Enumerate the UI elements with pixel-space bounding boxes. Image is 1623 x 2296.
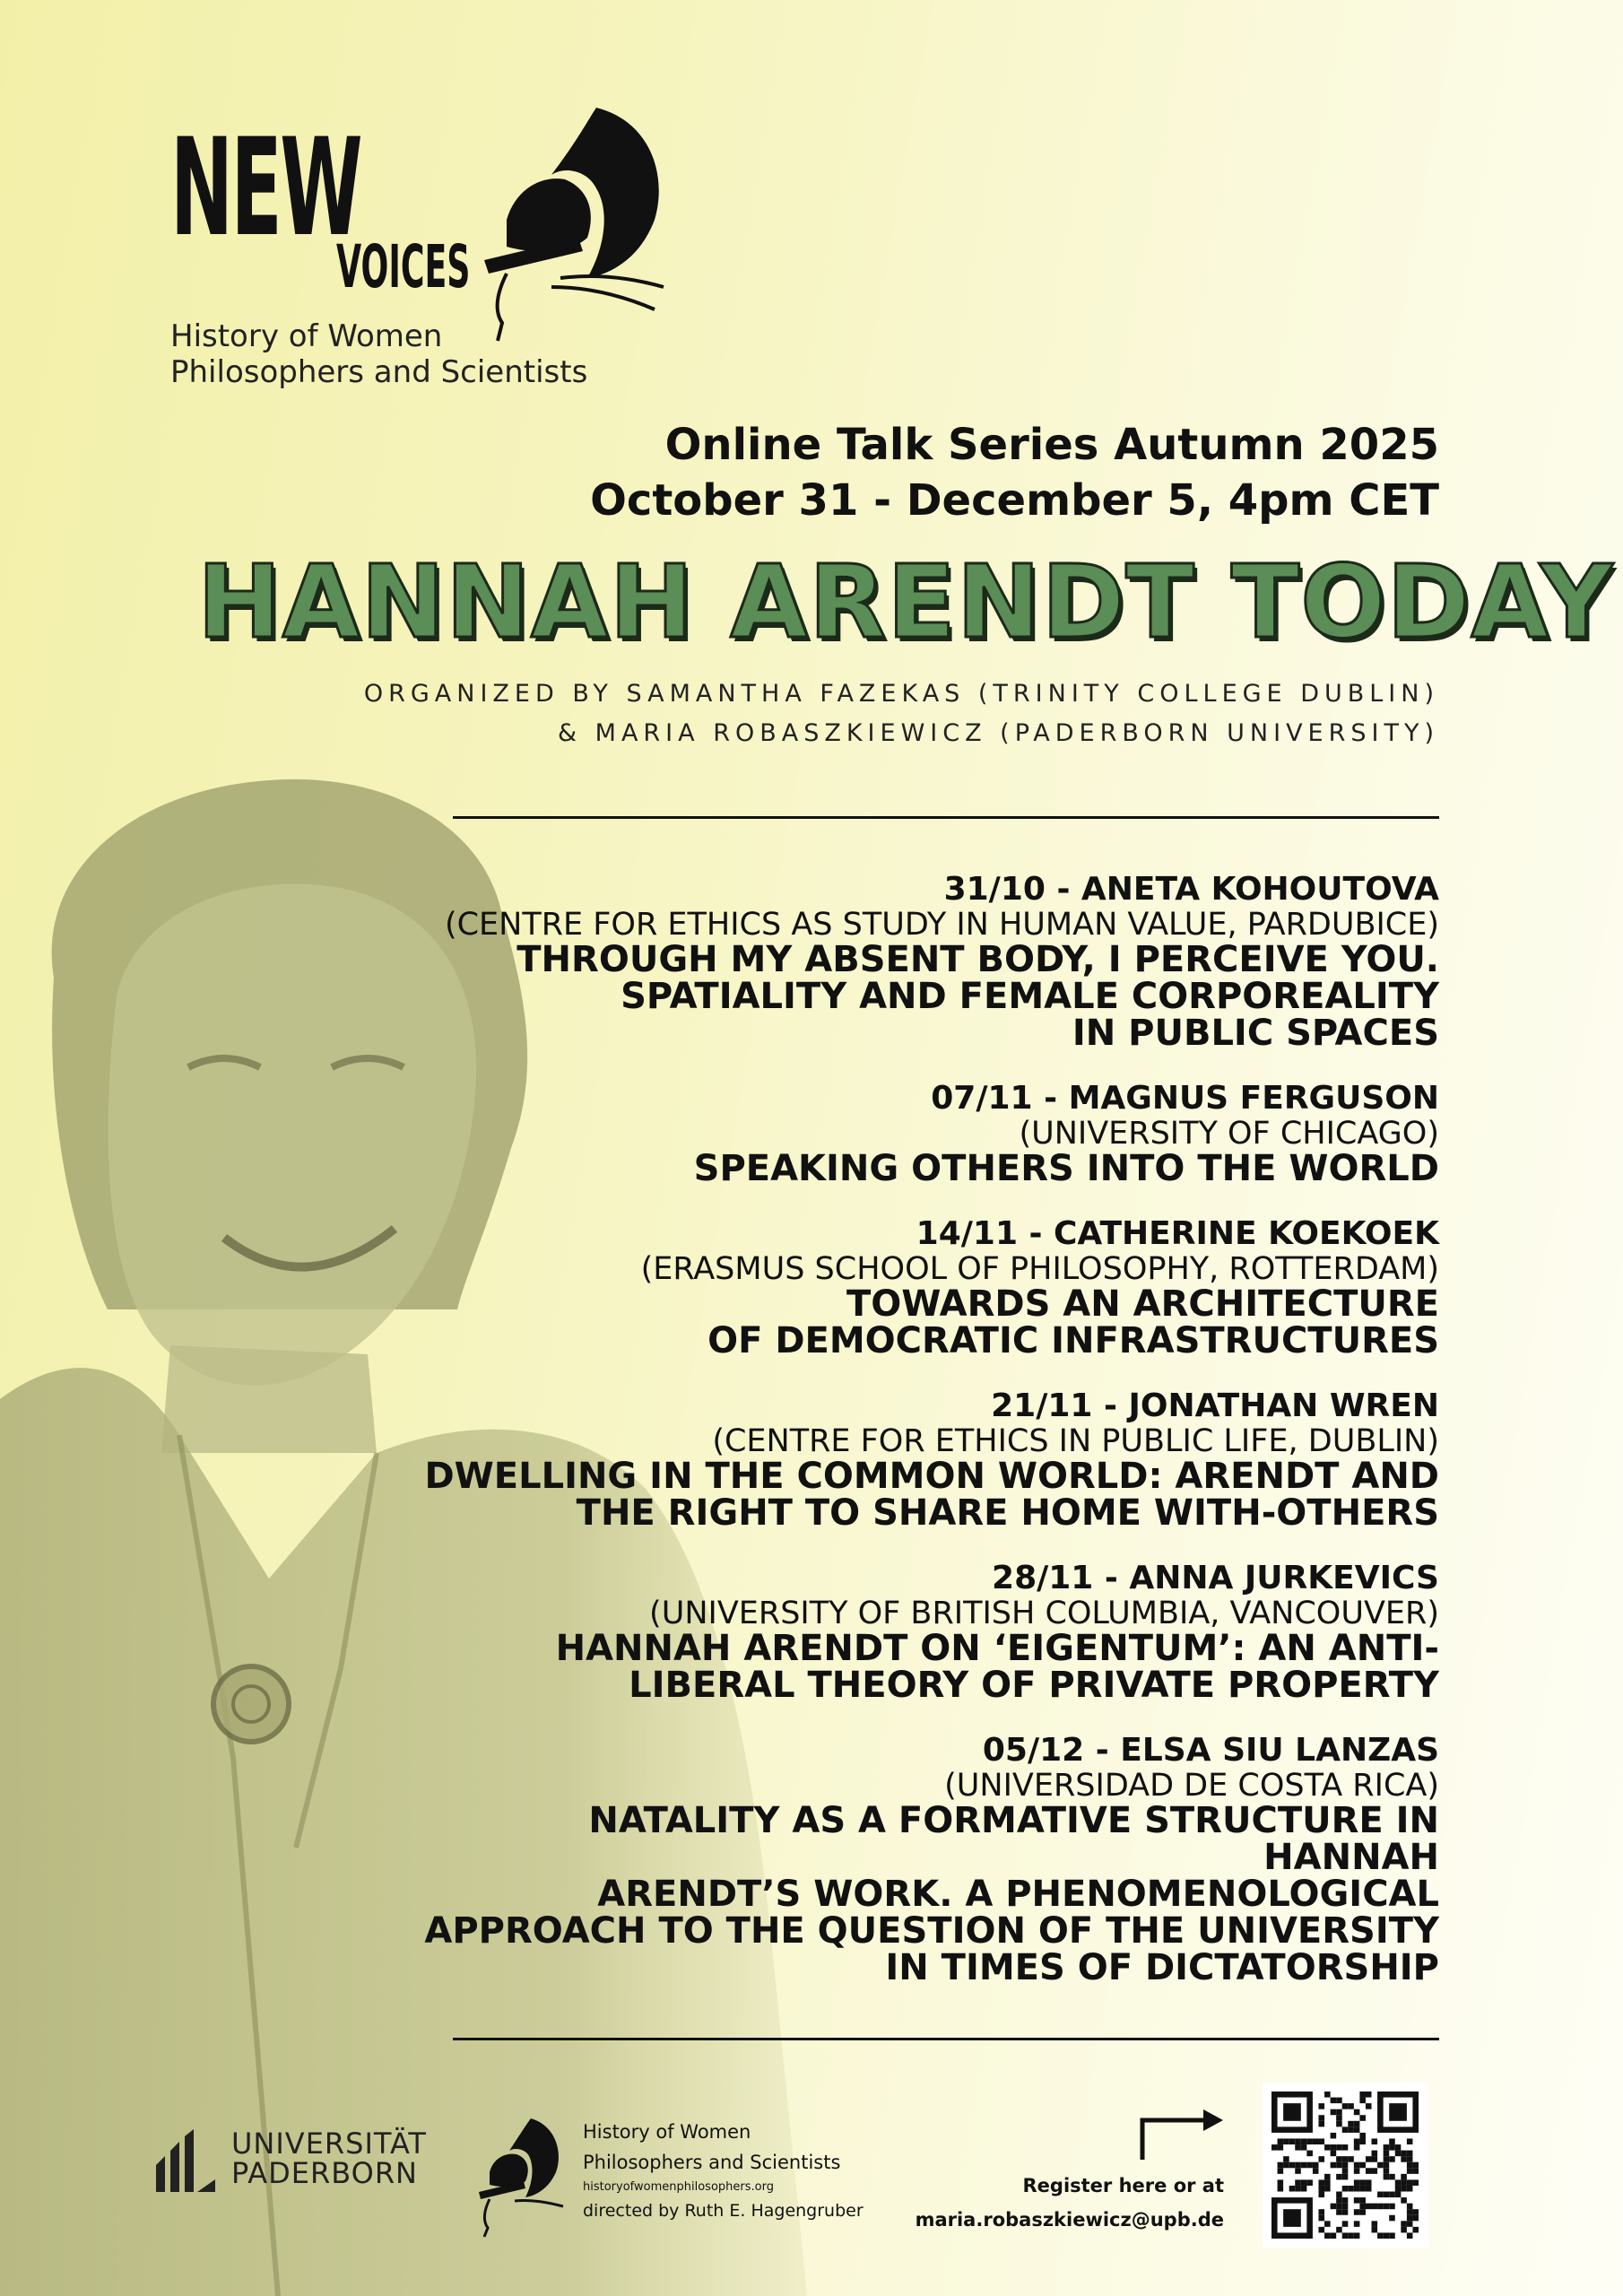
register-email[interactable]: maria.robaszkiewicz@upb.de	[915, 2209, 1224, 2231]
talk-title	[408, 1800, 1439, 1988]
talk-affiliation: (CENTRE FOR ETHICS IN PUBLIC LIFE, DUBLIN)	[712, 1423, 1439, 1459]
helmet-head-icon	[453, 103, 668, 345]
logo-subtitle-line1: History of Women	[170, 318, 443, 354]
talk-title-line: NATALITY AS A FORMATIVE STRUCTURE IN HANNAH	[588, 1800, 1439, 1878]
logo-subtitle-line2: Philosophers and Scientists	[170, 354, 588, 390]
history-of-women-text	[583, 2117, 864, 2224]
series-line1: Online Talk Series Autumn 2025	[664, 420, 1439, 470]
new-voices-logo	[170, 103, 673, 399]
hw-line2: Philosophers and Scientists	[583, 2152, 841, 2173]
talk-affiliation: (UNIVERSITY OF CHICAGO)	[1019, 1116, 1439, 1152]
hw-director: directed by Ruth E. Hagengruber	[583, 2201, 864, 2221]
talk-speaker: 05/12 - ELSA SIU LANZAS	[982, 1732, 1439, 1769]
series-line2: October 31 - December 5, 4pm CET	[590, 475, 1439, 526]
talk-title	[408, 1628, 1439, 1706]
main-title: HANNAH ARENDT TODAY	[197, 544, 1614, 661]
paderborn-mark-icon	[152, 2129, 219, 2194]
talk-title	[408, 939, 1439, 1054]
logo-voices-text: VOICES	[336, 232, 471, 301]
talk-title-line: SPATIALITY AND FEMALE CORPOREALITY	[621, 976, 1439, 1017]
talk-item	[408, 1081, 1439, 1187]
talk-item	[408, 1216, 1439, 1360]
turn-right-arrow-icon	[1137, 2108, 1227, 2161]
register-info	[916, 2169, 1224, 2237]
helmet-head-small-icon	[466, 2117, 565, 2238]
talk-title-line: OF DEMOCRATIC INFRASTRUCTURES	[707, 1320, 1439, 1361]
talk-affiliation: (UNIVERSITY OF BRITISH COLUMBIA, VANCOUVER)	[649, 1596, 1439, 1631]
register-label: Register here or at	[1022, 2175, 1224, 2196]
hw-url[interactable]: historyofwomenphilosophers.org	[583, 2180, 774, 2194]
talk-title	[408, 1283, 1439, 1361]
logo-new-text: NEW	[170, 110, 361, 266]
qr-code-icon	[1271, 2092, 1419, 2239]
organizers	[364, 674, 1439, 753]
talk-title	[408, 1458, 1439, 1532]
talk-speaker: 14/11 - CATHERINE KOEKOEK	[916, 1215, 1439, 1252]
talk-title-line: THE RIGHT TO SHARE HOME WITH-OTHERS	[576, 1492, 1439, 1534]
talk-speaker: 07/11 - MAGNUS FERGUSON	[931, 1080, 1439, 1117]
talk-title	[408, 1148, 1439, 1189]
talk-speaker: 28/11 - ANNA JURKEVICS	[992, 1560, 1439, 1596]
talk-list	[408, 872, 1439, 2015]
talk-title-line: IN PUBLIC SPACES	[1072, 1013, 1439, 1054]
talk-item	[408, 1388, 1439, 1532]
talk-title-line: HANNAH ARENDT ON ‘EIGENTUM’: AN ANTI-	[555, 1628, 1439, 1669]
talk-title-line: SPEAKING OTHERS INTO THE WORLD	[693, 1148, 1439, 1189]
series-heading	[590, 417, 1439, 528]
talk-item	[408, 872, 1439, 1052]
bottom-divider	[453, 2038, 1439, 2040]
talk-speaker: 21/11 - JONATHAN WREN	[991, 1387, 1439, 1424]
talk-title-line: DWELLING IN THE COMMON WORLD: ARENDT AND	[424, 1456, 1439, 1497]
organizers-line1: ORGANIZED BY SAMANTHA FAZEKAS (TRINITY COLLEGE DUBLIN)	[363, 680, 1439, 708]
paderborn-text	[231, 2126, 427, 2190]
talk-item	[408, 1733, 1439, 1987]
talk-title-line: IN TIMES OF DICTATORSHIP	[885, 1947, 1439, 1988]
talk-affiliation: (ERASMUS SCHOOL OF PHILOSOPHY, ROTTERDAM)	[640, 1251, 1439, 1287]
talk-title-line: THROUGH MY ABSENT BODY, I PERCEIVE YOU.	[516, 939, 1439, 980]
paderborn-line2: PADERBORN	[231, 2156, 418, 2190]
logo-subtitle	[170, 318, 587, 390]
hw-line1: History of Women	[583, 2121, 751, 2143]
qr-code[interactable]	[1263, 2083, 1428, 2248]
talk-speaker: 31/10 - ANETA KOHOUTOVA	[943, 871, 1439, 908]
talk-title-line: TOWARDS AN ARCHITECTURE	[846, 1283, 1439, 1325]
paderborn-line1: UNIVERSITÄT	[231, 2126, 427, 2161]
organizers-line2: & MARIA ROBASZKIEWICZ (PADERBORN UNIVERSITY)	[558, 719, 1439, 747]
talk-title-line: LIBERAL THEORY OF PRIVATE PROPERTY	[629, 1665, 1439, 1706]
talk-title-line: APPROACH TO THE QUESTION OF THE UNIVERSITY	[424, 1910, 1439, 1952]
talk-affiliation: (UNIVERSIDAD DE COSTA RICA)	[944, 1768, 1439, 1804]
top-divider	[453, 816, 1439, 819]
talk-affiliation: (CENTRE FOR ETHICS AS STUDY IN HUMAN VALUE, PARDUBICE)	[444, 907, 1439, 943]
talk-item	[408, 1561, 1439, 1704]
paderborn-logo	[152, 2126, 439, 2210]
talk-title-line: ARENDT’S WORK. A PHENOMENOLOGICAL	[597, 1874, 1439, 1915]
history-of-women-logo	[466, 2117, 897, 2242]
